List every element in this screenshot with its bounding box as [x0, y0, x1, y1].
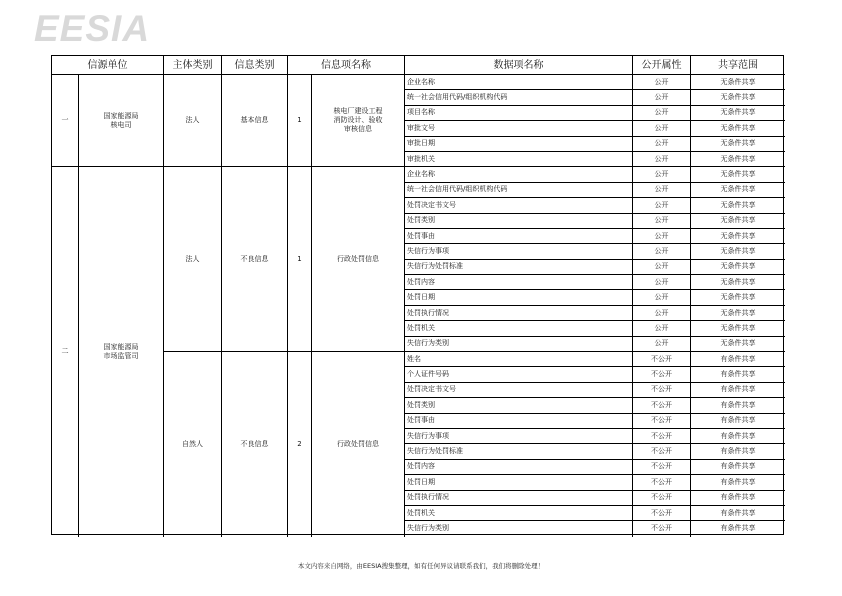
share-scope: 有条件共享: [691, 398, 785, 413]
data-field-name: 审批文号: [405, 121, 633, 136]
public-attribute: 公开: [633, 183, 691, 198]
share-scope: 无条件共享: [691, 275, 785, 290]
public-attribute: 公开: [633, 152, 691, 167]
public-attribute: 公开: [633, 137, 691, 152]
public-attribute: 公开: [633, 321, 691, 336]
data-field-name: 处罚内容: [405, 460, 633, 475]
data-field-name: 失信行为处罚标准: [405, 260, 633, 275]
header-attr: 公开属性: [633, 56, 691, 75]
public-attribute: 不公开: [633, 429, 691, 444]
data-field-name: 审批日期: [405, 137, 633, 152]
public-attribute: 公开: [633, 90, 691, 105]
share-scope: 无条件共享: [691, 306, 785, 321]
info-item-name: 行政处罚信息: [312, 352, 405, 537]
data-field-name: 个人证件号码: [405, 367, 633, 382]
share-scope: 无条件共享: [691, 121, 785, 136]
share-scope: 无条件共享: [691, 321, 785, 336]
data-field-name: 处罚执行情况: [405, 306, 633, 321]
footer-disclaimer: 本文内容来自网络，由EESIA搜集整理，如有任何异议请联系我们，我们将删除处理！: [297, 562, 545, 570]
data-field-name: 处罚机关: [405, 506, 633, 521]
data-field-name: 处罚事由: [405, 229, 633, 244]
share-scope: 无条件共享: [691, 137, 785, 152]
header-field: 数据项名称: [405, 56, 633, 75]
data-field-name: 统一社会信用代码/组织机构代码: [405, 183, 633, 198]
share-scope: 无条件共享: [691, 90, 785, 105]
data-field-name: 失信行为类别: [405, 337, 633, 352]
share-scope: 无条件共享: [691, 260, 785, 275]
share-scope: 有条件共享: [691, 506, 785, 521]
share-scope: 有条件共享: [691, 367, 785, 382]
group-index: 一: [52, 75, 79, 166]
public-attribute: 不公开: [633, 414, 691, 429]
share-scope: 无条件共享: [691, 183, 785, 198]
public-attribute: 公开: [633, 229, 691, 244]
source-unit-cell: [52, 75, 164, 167]
data-field-name: 处罚机关: [405, 321, 633, 336]
share-scope: 无条件共享: [691, 75, 785, 90]
public-attribute: 公开: [633, 198, 691, 213]
data-field-name: 处罚日期: [405, 290, 633, 305]
share-scope: 无条件共享: [691, 152, 785, 167]
public-attribute: 公开: [633, 75, 691, 90]
public-attribute: 不公开: [633, 475, 691, 490]
subject-type: 自然人: [164, 352, 222, 537]
share-scope: 无条件共享: [691, 198, 785, 213]
share-scope: 无条件共享: [691, 244, 785, 259]
info-category: 不良信息: [222, 167, 288, 352]
data-field-name: 处罚类别: [405, 214, 633, 229]
header-subject: 主体类别: [164, 56, 222, 75]
header-source: 信源单位: [52, 56, 164, 75]
public-attribute: 不公开: [633, 506, 691, 521]
data-field-name: 企业名称: [405, 75, 633, 90]
subject-type: 法人: [164, 167, 222, 352]
share-scope: 无条件共享: [691, 106, 785, 121]
share-scope: 无条件共享: [691, 167, 785, 182]
data-field-name: 处罚决定书文号: [405, 198, 633, 213]
public-attribute: 公开: [633, 167, 691, 182]
info-item-name: 行政处罚信息: [312, 167, 405, 352]
data-field-name: 企业名称: [405, 167, 633, 182]
public-attribute: 公开: [633, 214, 691, 229]
source-unit-name: 国家能源局 市场监管司: [103, 342, 139, 361]
public-attribute: 公开: [633, 106, 691, 121]
public-attribute: 公开: [633, 260, 691, 275]
public-attribute: 公开: [633, 244, 691, 259]
eesia-logo: EESIA: [34, 8, 151, 49]
data-field-name: 处罚事由: [405, 414, 633, 429]
share-scope: 有条件共享: [691, 444, 785, 459]
share-scope: 无条件共享: [691, 290, 785, 305]
share-scope: 有条件共享: [691, 460, 785, 475]
public-attribute: 不公开: [633, 491, 691, 506]
data-field-name: 处罚日期: [405, 475, 633, 490]
public-attribute: 公开: [633, 275, 691, 290]
subject-type: 法人: [164, 75, 222, 167]
share-scope: 有条件共享: [691, 429, 785, 444]
group-index: 二: [52, 167, 79, 536]
public-attribute: 不公开: [633, 383, 691, 398]
public-attribute: 不公开: [633, 398, 691, 413]
public-attribute: 公开: [633, 290, 691, 305]
share-scope: 无条件共享: [691, 214, 785, 229]
public-attribute: 不公开: [633, 352, 691, 367]
data-field-name: 处罚类别: [405, 398, 633, 413]
share-scope: 无条件共享: [691, 337, 785, 352]
share-scope: 无条件共享: [691, 229, 785, 244]
share-scope: 有条件共享: [691, 352, 785, 367]
header-scope: 共享范围: [691, 56, 785, 75]
public-attribute: 公开: [633, 121, 691, 136]
data-field-name: 处罚执行情况: [405, 491, 633, 506]
data-field-name: 处罚决定书文号: [405, 383, 633, 398]
public-attribute: 公开: [633, 306, 691, 321]
data-field-name: 审批机关: [405, 152, 633, 167]
share-scope: 有条件共享: [691, 414, 785, 429]
data-field-name: 项目名称: [405, 106, 633, 121]
source-unit-name: 国家能源局 核电司: [103, 111, 139, 129]
data-field-name: 失信行为类别: [405, 521, 633, 536]
data-field-name: 姓名: [405, 352, 633, 367]
source-unit-cell: [52, 167, 164, 536]
public-attribute: 公开: [633, 337, 691, 352]
data-field-name: 失信行为处罚标准: [405, 444, 633, 459]
public-attribute: 不公开: [633, 521, 691, 536]
item-number: 1: [288, 167, 312, 352]
share-scope: 有条件共享: [691, 491, 785, 506]
data-field-name: 失信行为事项: [405, 429, 633, 444]
item-number: 2: [288, 352, 312, 537]
share-scope: 有条件共享: [691, 383, 785, 398]
info-item-name: 核电厂建设工程 消防设计、验收 审核信息: [312, 75, 405, 167]
info-category: 不良信息: [222, 352, 288, 537]
share-scope: 有条件共享: [720, 524, 756, 533]
share-scope: 有条件共享: [691, 475, 785, 490]
public-attribute: 不公开: [633, 367, 691, 382]
data-field-name: 失信行为事项: [405, 244, 633, 259]
item-number: 1: [288, 75, 312, 167]
data-field-name: 统一社会信用代码/组织机构代码: [405, 90, 633, 105]
data-field-name: 处罚内容: [405, 275, 633, 290]
public-attribute: 不公开: [633, 460, 691, 475]
header-item: 信息项名称: [288, 56, 405, 75]
info-category: 基本信息: [222, 75, 288, 167]
public-attribute: 不公开: [633, 444, 691, 459]
data-table: [51, 55, 784, 535]
header-category: 信息类别: [222, 56, 288, 75]
